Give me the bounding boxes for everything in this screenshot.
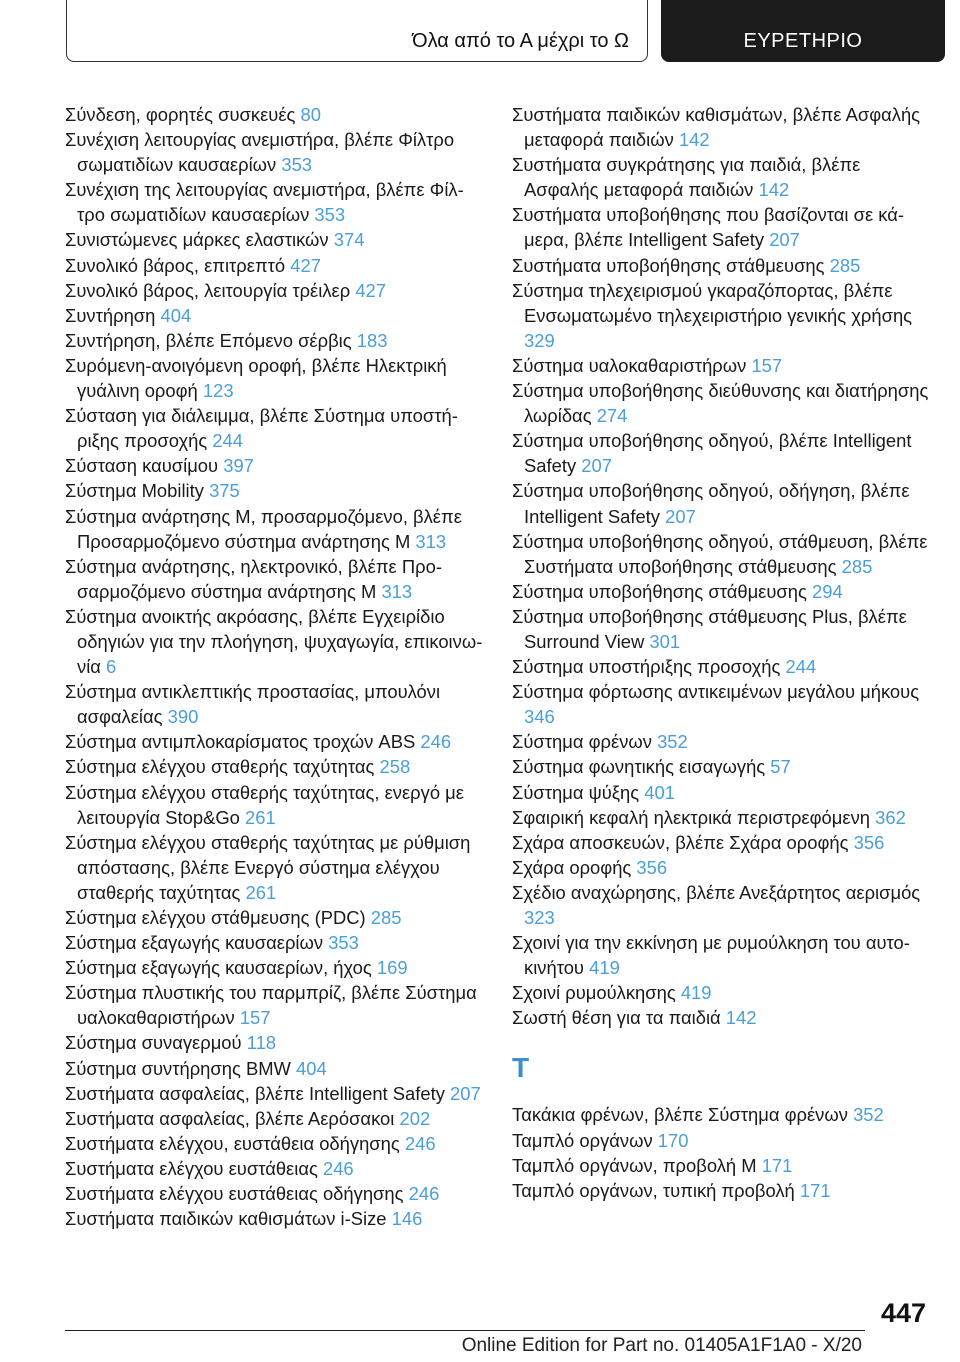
index-entry bbox=[65, 1206, 485, 1231]
index-entry bbox=[512, 152, 932, 202]
page-link[interactable]: 352 bbox=[657, 731, 688, 753]
index-entry bbox=[512, 930, 932, 980]
entry-term: Συνέχιση λειτουργίας ανεμιστήρα, βλέπε Φίλτρο σωματιδίων καυσαερίων bbox=[65, 129, 455, 176]
entry-term: Συνέχιση της λειτουργίας ανεμιστήρα, βλέπε Φίλτρο σωματιδίων καυσαερίων bbox=[65, 179, 464, 226]
index-entry bbox=[65, 830, 485, 905]
entry-term: Συντήρηση, βλέπε Επόμενο σέρβις bbox=[65, 329, 352, 351]
entry-term: Συστήματα παιδικών καθισμάτων i-Size bbox=[65, 1208, 387, 1230]
page-link[interactable]: 301 bbox=[649, 630, 681, 652]
index-entry bbox=[65, 1081, 485, 1106]
entry-term: Συνολικό βάρος, επιτρεπτό bbox=[65, 254, 286, 276]
index-entry bbox=[65, 754, 485, 779]
index-column-left bbox=[65, 102, 485, 1231]
entry-term: Συστήματα υποβοήθησης στάθμευσης bbox=[512, 254, 825, 276]
entry-term: Σύστημα ανοικτής ακρόασης, βλέπε Εγχειρίδιο οδηγιών για την πλοήγηση, ψυχαγωγία, επικοινωνία bbox=[65, 605, 483, 678]
entry-term: Σύστημα εξαγωγής καυσαερίων bbox=[65, 932, 324, 954]
entry-term: Σύστημα τηλεχειρισμού γκαραζόπορτας, βλέπε Ενσωματωμένο τηλεχειριστήριο γενικής χρήσης bbox=[512, 279, 913, 326]
entry-term: Σχοινί για την εκκίνηση με ρυμούλκηση του αυτοκινήτου bbox=[512, 932, 910, 979]
page-link[interactable]: 244 bbox=[785, 656, 817, 678]
entry-term: Συστήματα παιδικών καθισμάτων, βλέπε Ασφαλής μεταφορά παιδιών bbox=[512, 104, 921, 151]
section-tab bbox=[66, 0, 648, 62]
entry-term: Συστήματα συγκράτησης για παιδιά, βλέπε Ασφαλής μεταφορά παιδιών bbox=[512, 154, 861, 201]
entry-term: Σύστημα πλυστικής του παρμπρίζ, βλέπε Σύστημα υαλοκαθαριστήρων bbox=[65, 982, 477, 1029]
page-link[interactable]: 346 bbox=[524, 706, 555, 728]
page-link[interactable]: 427 bbox=[355, 279, 387, 301]
entry-term: Σύστημα υποβοήθησης διεύθυνσης και διατήρησης λωρίδας bbox=[512, 380, 929, 427]
entry-term: Σύστημα συντήρησης BMW bbox=[65, 1057, 291, 1079]
page-link[interactable]: 207 bbox=[769, 229, 800, 251]
entry-term: Σύστημα ελέγχου σταθερής ταχύτητας με ρύθμιση απόστασης, βλέπε Ενεργό σύστημα ελέγχου σταθερής ταχύτητας bbox=[65, 831, 471, 903]
entry-term: Σύστημα υποβοήθησης στάθμευσης Plus, βλέπε Surround View bbox=[512, 605, 907, 652]
page-link[interactable]: 353 bbox=[314, 204, 346, 226]
index-label: ΕΥΡΕΤΗΡΙΟ bbox=[743, 30, 863, 52]
index-entry bbox=[65, 127, 485, 177]
index-entry bbox=[512, 579, 932, 604]
page-link[interactable]: 146 bbox=[391, 1208, 423, 1230]
letter-heading: T bbox=[512, 1052, 530, 1084]
entry-term: Σύστημα ελέγχου στάθμευσης (PDC) bbox=[65, 907, 366, 928]
entry-term: Σχάρα οροφής bbox=[512, 856, 632, 878]
index-entry bbox=[65, 504, 485, 554]
entry-term: Τακάκια φρένων, βλέπε Σύστημα φρένων bbox=[512, 1104, 848, 1126]
entry-term: Σχοινί ρυμούλκησης bbox=[512, 982, 676, 1004]
entry-term: Συνολικό βάρος, λειτουργία τρέιλερ bbox=[65, 279, 351, 301]
entry-term: Σύστημα συναγερμού bbox=[65, 1032, 242, 1054]
entry-term: Ταμπλό οργάνων, προβολή M bbox=[512, 1154, 757, 1176]
index-entry bbox=[512, 253, 932, 278]
entry-term: Σύστημα ανάρτησης M, προσαρμοζόμενο, βλέπε Προσαρμοζόμενο σύστημα ανάρτησης M bbox=[65, 505, 462, 552]
index-entry bbox=[65, 328, 485, 353]
index-entry bbox=[65, 227, 485, 252]
entry-term: Σύστημα φρένων bbox=[512, 731, 652, 753]
entry-term: Συστήματα ελέγχου ευστάθειας οδήγησης bbox=[65, 1183, 404, 1205]
index-entry bbox=[65, 679, 485, 729]
page-link[interactable]: 390 bbox=[167, 706, 199, 728]
page-link[interactable]: 285 bbox=[829, 254, 861, 276]
index-entry bbox=[512, 1178, 932, 1203]
page-link[interactable]: 258 bbox=[379, 756, 411, 778]
page-link[interactable]: 157 bbox=[751, 354, 783, 376]
page-link[interactable]: 261 bbox=[245, 881, 277, 903]
entry-term: Συρόμενη-ανοιγόμενη οροφή, βλέπε Ηλεκτρική γυάλινη οροφή bbox=[65, 354, 447, 402]
index-entry bbox=[65, 554, 485, 604]
index-entry bbox=[512, 1102, 932, 1127]
index-column-right bbox=[512, 102, 932, 1203]
index-entry bbox=[65, 278, 485, 303]
entry-term: Σύστημα ψύξης bbox=[512, 781, 640, 803]
index-entry bbox=[65, 780, 485, 830]
entry-term: Σύστημα αντικλεπτικής προστασίας, μπουλόνι ασφαλείας bbox=[65, 681, 441, 728]
index-entry bbox=[512, 880, 932, 930]
entry-term: Συστήματα υποβοήθησης που βασίζονται σε κάμερα, βλέπε Intelligent Safety bbox=[512, 204, 904, 251]
index-entry bbox=[65, 980, 485, 1030]
page-link[interactable]: 118 bbox=[246, 1032, 277, 1054]
page-link[interactable]: 353 bbox=[281, 154, 313, 176]
entry-term: Σύστημα υποβοήθησης οδηγού, βλέπε Intelligent Safety bbox=[512, 430, 912, 477]
page-link[interactable]: 313 bbox=[415, 530, 447, 552]
page-link[interactable]: 285 bbox=[370, 907, 402, 928]
page-link[interactable]: 285 bbox=[841, 555, 873, 577]
page-link[interactable]: 419 bbox=[589, 957, 620, 979]
entry-term: Σύσταση καυσίμου bbox=[65, 455, 219, 477]
page-link[interactable]: 246 bbox=[420, 731, 452, 753]
page-link[interactable]: 157 bbox=[239, 1007, 271, 1029]
entry-term: Συστήματα ασφαλείας, βλέπε Αερόσακοι bbox=[65, 1107, 395, 1129]
index-entry bbox=[65, 102, 485, 127]
index-entry bbox=[65, 905, 485, 930]
index-list-t bbox=[512, 1102, 932, 1202]
index-entry bbox=[65, 1030, 485, 1055]
entry-term: Συστήματα ελέγχου ευστάθειας bbox=[65, 1157, 318, 1179]
index-entry bbox=[512, 378, 932, 428]
index-entry bbox=[512, 278, 932, 353]
page-link[interactable]: 375 bbox=[209, 480, 240, 502]
page-link[interactable]: 80 bbox=[300, 104, 321, 125]
page-link[interactable]: 323 bbox=[524, 907, 555, 928]
page-link[interactable]: 169 bbox=[376, 957, 408, 979]
index-entry bbox=[512, 1128, 932, 1153]
index-entry bbox=[65, 1106, 485, 1131]
index-entry bbox=[512, 428, 932, 478]
entry-term: Σύστημα υποβοήθησης οδηγού, στάθμευση, βλέπε Συστήματα υποβοήθησης στάθμευσης bbox=[512, 530, 928, 577]
entry-term: Σύστημα Mobility bbox=[65, 480, 204, 502]
page-link[interactable]: 183 bbox=[356, 329, 388, 351]
index-entry bbox=[65, 453, 485, 478]
page-link[interactable]: 246 bbox=[408, 1183, 440, 1205]
entry-term: Σχάρα αποσκευών, βλέπε Σχάρα οροφής bbox=[512, 831, 849, 853]
page-link[interactable]: 401 bbox=[644, 781, 675, 803]
index-entry bbox=[65, 729, 485, 754]
index-entry bbox=[65, 604, 485, 679]
index-entry bbox=[65, 930, 485, 955]
index-entry bbox=[512, 102, 932, 152]
entry-term: Ταμπλό οργάνων, τυπική προβολή bbox=[512, 1179, 795, 1201]
page-link[interactable]: 170 bbox=[657, 1129, 689, 1151]
entry-term: Σύστημα αντιμπλοκαρίσματος τροχών ABS bbox=[65, 731, 416, 753]
page-link[interactable]: 352 bbox=[853, 1104, 884, 1126]
index-entry bbox=[512, 830, 932, 855]
index-entry bbox=[65, 1156, 485, 1181]
page-link[interactable]: 404 bbox=[296, 1057, 327, 1079]
index-entry bbox=[512, 805, 932, 830]
entry-term: Σύστημα εξαγωγής καυσαερίων, ήχος bbox=[65, 957, 372, 979]
edition-text: Online Edition for Part no. 01405A1F1A0 - X/20 bbox=[461, 1335, 862, 1356]
page-link[interactable]: 353 bbox=[328, 932, 359, 954]
index-entry bbox=[512, 780, 932, 805]
page-link[interactable]: 57 bbox=[770, 756, 791, 778]
index-entry bbox=[512, 754, 932, 779]
entry-term: Σφαιρική κεφαλή ηλεκτρικά περιστρεφόμενη bbox=[512, 806, 870, 828]
index-entry bbox=[65, 303, 485, 328]
page-link[interactable]: 261 bbox=[245, 806, 276, 828]
entry-term: Σύνδεση, φορητές συσκευές bbox=[65, 104, 296, 125]
entry-term: Σωστή θέση για τα παιδιά bbox=[512, 1007, 721, 1029]
page-link[interactable]: 142 bbox=[758, 179, 790, 201]
index-entry bbox=[512, 980, 932, 1005]
page-link[interactable]: 207 bbox=[450, 1082, 481, 1104]
index-entry bbox=[512, 604, 932, 654]
page-link[interactable]: 374 bbox=[333, 229, 365, 251]
entry-term: Συνιστώμενες μάρκες ελαστικών bbox=[65, 229, 329, 251]
entry-term: Συστήματα ελέγχου, ευστάθεια οδήγησης bbox=[65, 1132, 400, 1154]
index-entry bbox=[512, 529, 932, 579]
page-link[interactable]: 123 bbox=[202, 380, 234, 402]
index-entry bbox=[512, 202, 932, 252]
entry-term: Σύστημα ελέγχου σταθερής ταχύτητας bbox=[65, 756, 375, 778]
page-link[interactable]: 207 bbox=[581, 455, 612, 477]
entry-term: Σχέδιο αναχώρησης, βλέπε Ανεξάρτητος αερισμός bbox=[512, 881, 921, 903]
page-link[interactable]: 419 bbox=[680, 982, 712, 1004]
page-link[interactable]: 202 bbox=[399, 1107, 431, 1129]
entry-term: Συντήρηση bbox=[65, 304, 156, 326]
index-entry bbox=[65, 1056, 485, 1081]
page-number: 447 bbox=[880, 1298, 926, 1328]
page-link[interactable]: 142 bbox=[725, 1007, 757, 1029]
page-link[interactable]: 274 bbox=[596, 405, 628, 427]
index-list-s bbox=[512, 102, 932, 1030]
index-entry bbox=[512, 855, 932, 880]
entry-term: Σύστημα υποβοήθησης οδηγού, οδήγηση, βλέπε Intelligent Safety bbox=[512, 480, 910, 527]
page-link[interactable]: 142 bbox=[678, 129, 710, 151]
index-entry bbox=[512, 478, 932, 528]
index-entry bbox=[65, 253, 485, 278]
entry-term: Σύστημα φόρτωσης αντικειμένων μεγάλου μήκους bbox=[512, 681, 920, 703]
page-link[interactable]: 329 bbox=[524, 329, 555, 351]
index-entry bbox=[512, 729, 932, 754]
index-entry bbox=[65, 1181, 485, 1206]
page-link[interactable]: 246 bbox=[322, 1157, 354, 1179]
entry-term: Σύστημα υαλοκαθαριστήρων bbox=[512, 354, 747, 376]
page-link[interactable]: 427 bbox=[290, 254, 321, 276]
entry-term: Σύστημα φωνητικής εισαγωγής bbox=[512, 756, 766, 778]
page-link[interactable]: 397 bbox=[223, 455, 254, 477]
page-link[interactable]: 207 bbox=[665, 505, 696, 527]
index-entry bbox=[65, 403, 485, 453]
page-link[interactable]: 356 bbox=[636, 856, 668, 878]
entry-term: Σύστημα ανάρτησης, ηλεκτρονικό, βλέπε Προσαρμοζόμενο σύστημα ανάρτησης M bbox=[65, 555, 442, 602]
page-link[interactable]: 6 bbox=[106, 656, 117, 678]
entry-term: Συστήματα ασφαλείας, βλέπε Intelligent Safety bbox=[65, 1082, 445, 1104]
index-entry bbox=[512, 654, 932, 679]
entry-term: Ταμπλό οργάνων bbox=[512, 1129, 653, 1151]
section-title: Όλα από το Α μέχρι το Ω bbox=[412, 30, 629, 52]
index-tab[interactable] bbox=[661, 0, 945, 62]
page-link[interactable]: 313 bbox=[381, 580, 413, 602]
index-entry bbox=[65, 353, 485, 403]
page-link[interactable]: 246 bbox=[404, 1132, 436, 1154]
index-entry bbox=[512, 1005, 932, 1030]
index-entry bbox=[65, 177, 485, 227]
index-entry bbox=[65, 955, 485, 980]
entry-term: Σύστημα υποστήριξης προσοχής bbox=[512, 656, 781, 678]
page-link[interactable]: 171 bbox=[761, 1154, 793, 1176]
entry-term: Σύσταση για διάλειμμα, βλέπε Σύστημα υποστήριξης προσοχής bbox=[65, 405, 458, 452]
footer-divider bbox=[65, 1330, 865, 1331]
entry-term: Σύστημα ελέγχου σταθερής ταχύτητας, ενεργό με λειτουργία Stop&Go bbox=[65, 781, 464, 828]
page-link[interactable]: 356 bbox=[853, 831, 885, 853]
page-link[interactable]: 294 bbox=[812, 580, 843, 602]
page-link[interactable]: 404 bbox=[160, 304, 192, 326]
page-link[interactable]: 244 bbox=[212, 430, 244, 452]
entry-term: Σύστημα υποβοήθησης στάθμευσης bbox=[512, 580, 807, 602]
page-link[interactable]: 171 bbox=[799, 1179, 831, 1201]
index-entry bbox=[512, 679, 932, 729]
index-entry bbox=[65, 1131, 485, 1156]
index-entry bbox=[512, 353, 932, 378]
page-link[interactable]: 362 bbox=[875, 806, 906, 828]
index-entry bbox=[65, 478, 485, 503]
index-entry bbox=[512, 1153, 932, 1178]
